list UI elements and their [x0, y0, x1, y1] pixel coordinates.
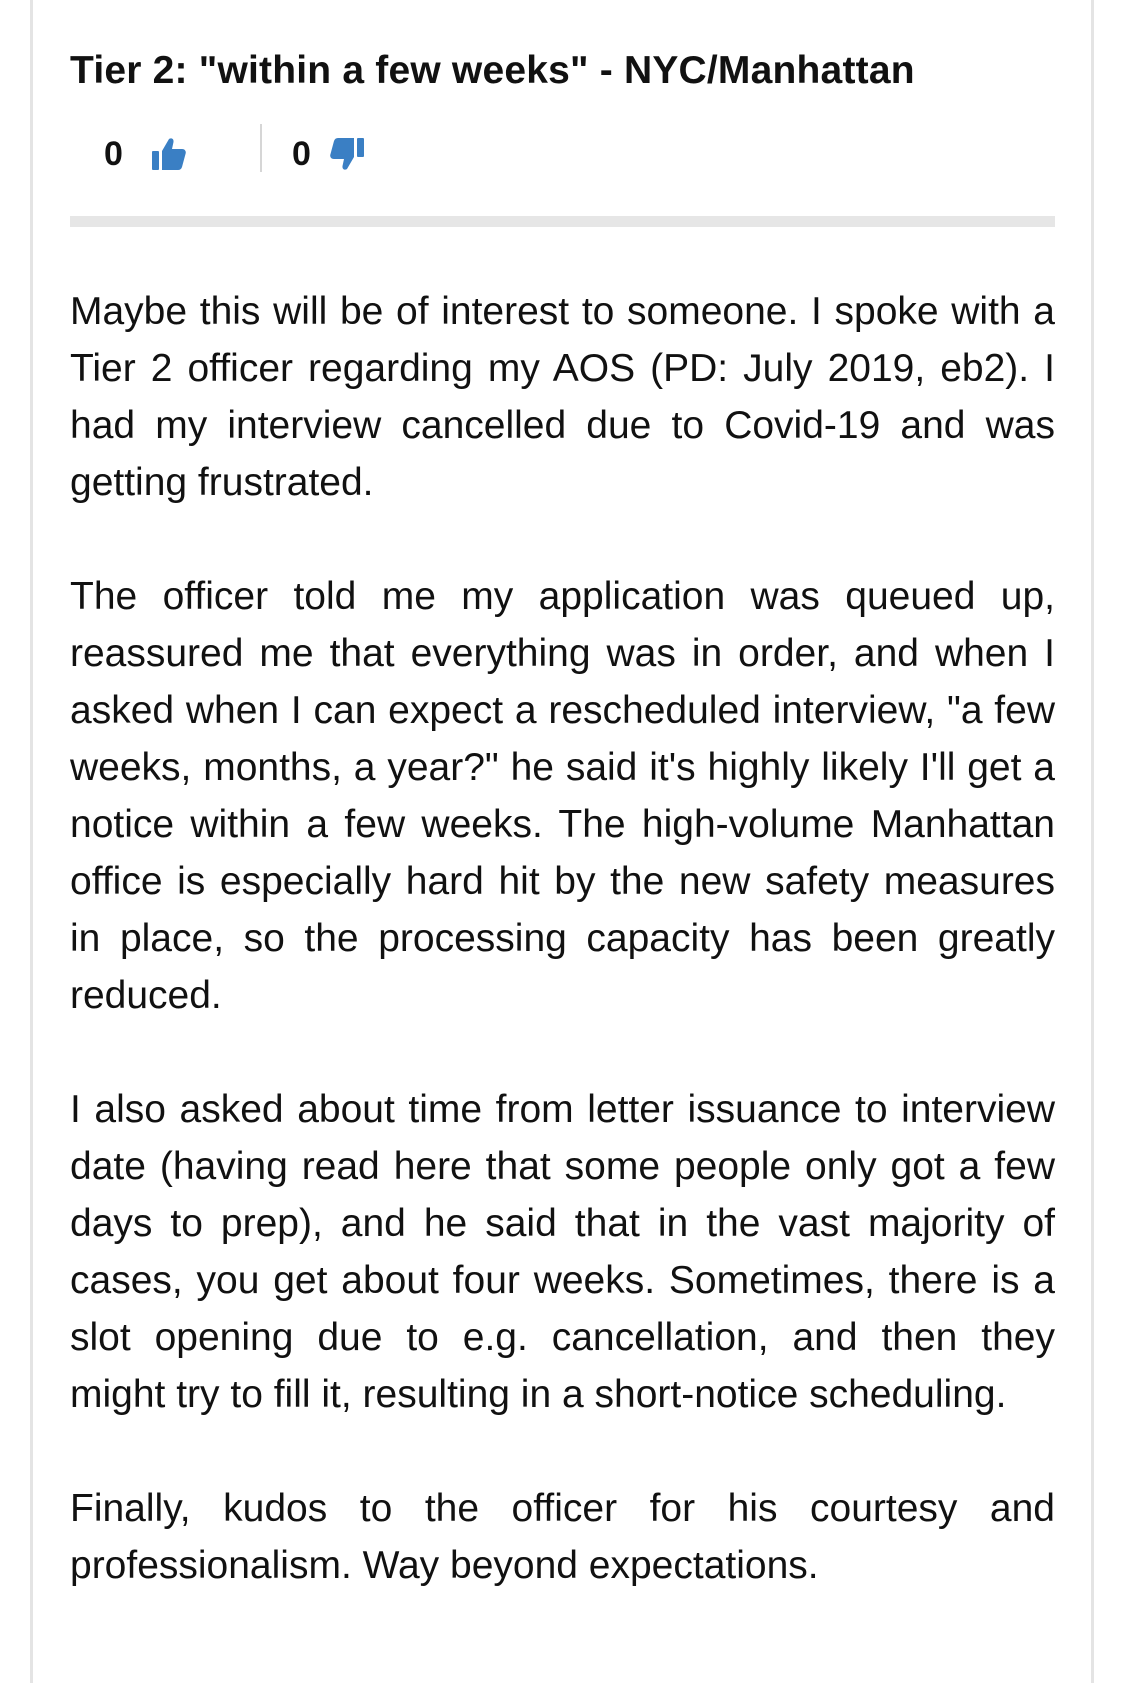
thumbs-down-icon[interactable] [329, 136, 365, 172]
downvote-group [292, 132, 365, 176]
title-separator [70, 216, 1055, 227]
vote-divider [260, 124, 262, 172]
post-title: Tier 2: "within a few weeks" - NYC/Manhattan [70, 49, 915, 92]
upvote-count: 0 [104, 135, 123, 173]
post-container [70, 0, 1055, 1651]
vote-bar [70, 124, 1055, 184]
post-paragraph: I also asked about time from letter issuance to interview date (having read here that some people only got a few days to prep), and he said that in the vast majority of cases, you get about four weeks. Sometimes, there is a slot opening due to e.g. cancellation, and then they might try to fill it, resulting in a short-notice scheduling. [70, 1088, 1055, 1416]
upvote-group [104, 132, 187, 176]
thumbs-up-icon[interactable] [151, 136, 187, 172]
downvote-count: 0 [292, 135, 311, 173]
post-paragraph: Finally, kudos to the officer for his courtesy and professionalism. Way beyond expectations. [70, 1487, 1055, 1587]
post-paragraph: Maybe this will be of interest to someone. I spoke with a Tier 2 officer regarding my AOS (PD: July 2019, eb2). I had my interview cancelled due to Covid-19 and was getting frustrated. [70, 290, 1055, 504]
right-border [1091, 0, 1094, 1683]
post-paragraph: The officer told me my application was queued up, reassured me that everything was in order, and when I asked when I can expect a rescheduled interview, "a few weeks, months, a year?" he said it's highly likely I'll get a notice within a few weeks. The high-volume Manhattan office is especially hard hit by the new safety measures in place, so the processing capacity has been greatly reduced. [70, 575, 1055, 1017]
left-border [30, 0, 33, 1683]
post-body [70, 283, 1055, 1594]
